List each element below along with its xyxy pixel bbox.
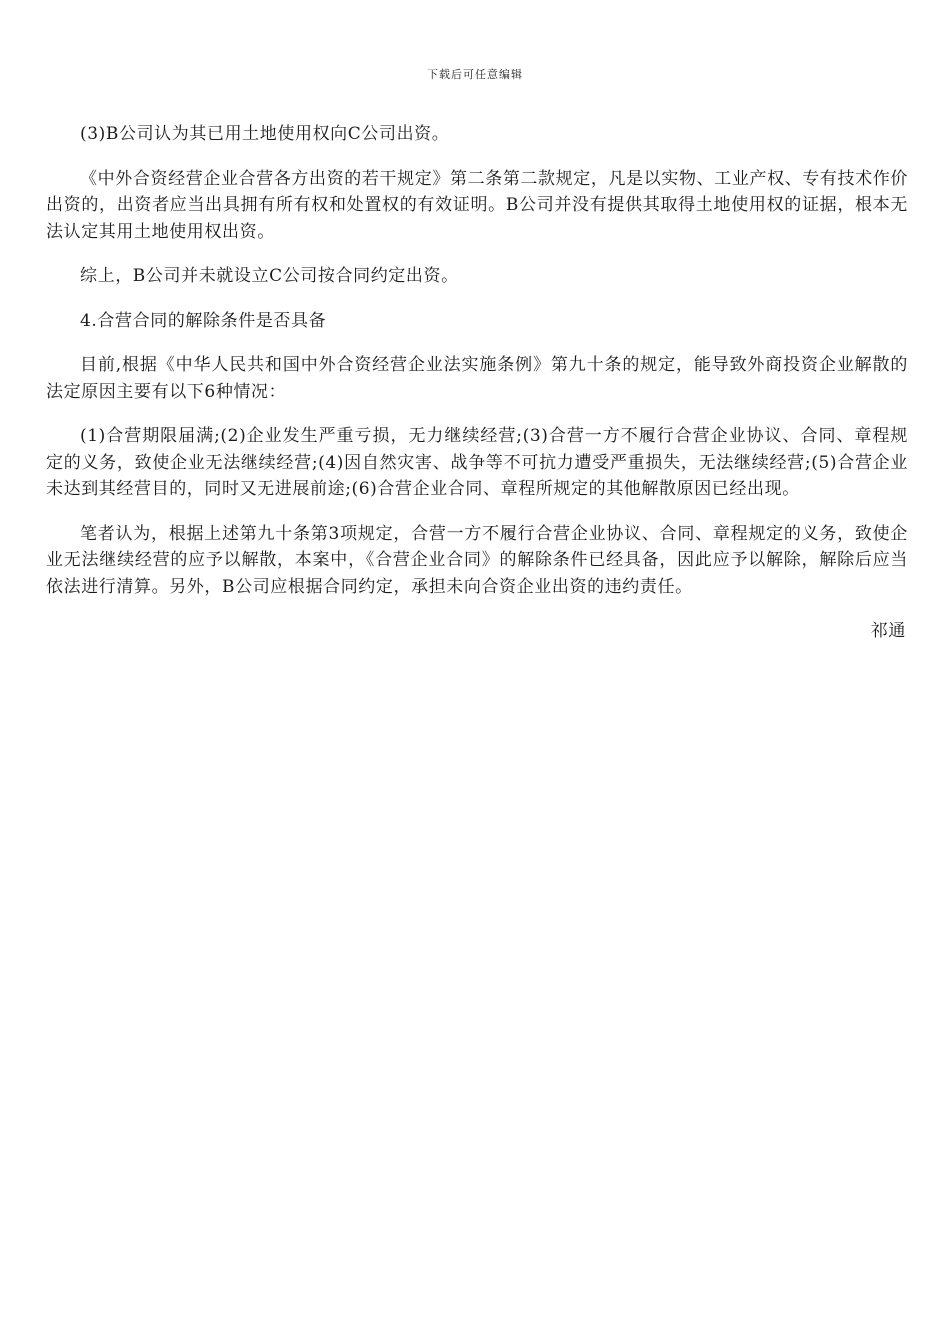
paragraph-legal-basis: 目前,根据《中华人民共和国中外合资经营企业法实施条例》第九十条的规定，能导致外商投资企业解散的法定原因主要有以下6种情况：: [46, 355, 908, 402]
document-body: [46, 121, 908, 644]
paragraph-author-opinion: 笔者认为，根据上述第九十条第3项规定，合营一方不履行合营企业协议、合同、章程规定的义务，致使企业无法继续经营的应予以解散，本案中，《合营企业合同》的解除条件已经具备，因此应予以解除，解除后应当依法进行清算。另外，B公司应根据合同约定，承担未向合资企业出资的违约责任。: [46, 523, 908, 597]
header-note: 下载后可任意编辑: [427, 68, 523, 81]
paragraph-six-situations: (1)合营期限届满;(2)企业发生严重亏损，无力继续经营;(3)合营一方不履行合营企业协议、合同、章程规定的义务，致使企业无法继续经营;(4)因自然灾害、战争等不可抗力遭受严重损失，无法继续经营;(5)合营企业未达到其经营目的，同时又无进展前途;(6)合营企业合同、章程所规定的其他解散原因已经出现。: [46, 426, 908, 499]
paragraph-regulation-proof: 《中外合资经营企业合营各方出资的若干规定》第二条第二款规定，凡是以实物、工业产权、专有技术作价出资的，出资者应当出具拥有所有权和处置权的有效证明。B公司并没有提供其取得土地使用权的证据，根本无法认定其用土地使用权出资。: [46, 168, 908, 242]
section-heading-termination: 4.合营合同的解除条件是否具备: [80, 310, 327, 331]
paragraph-capital-land-use: (3)B公司认为其已用土地使用权向C公司出资。: [80, 124, 450, 144]
author-signature: 祁通: [870, 621, 906, 641]
paragraph-conclusion: 综上，B公司并未就设立C公司按合同约定出资。: [80, 266, 459, 286]
